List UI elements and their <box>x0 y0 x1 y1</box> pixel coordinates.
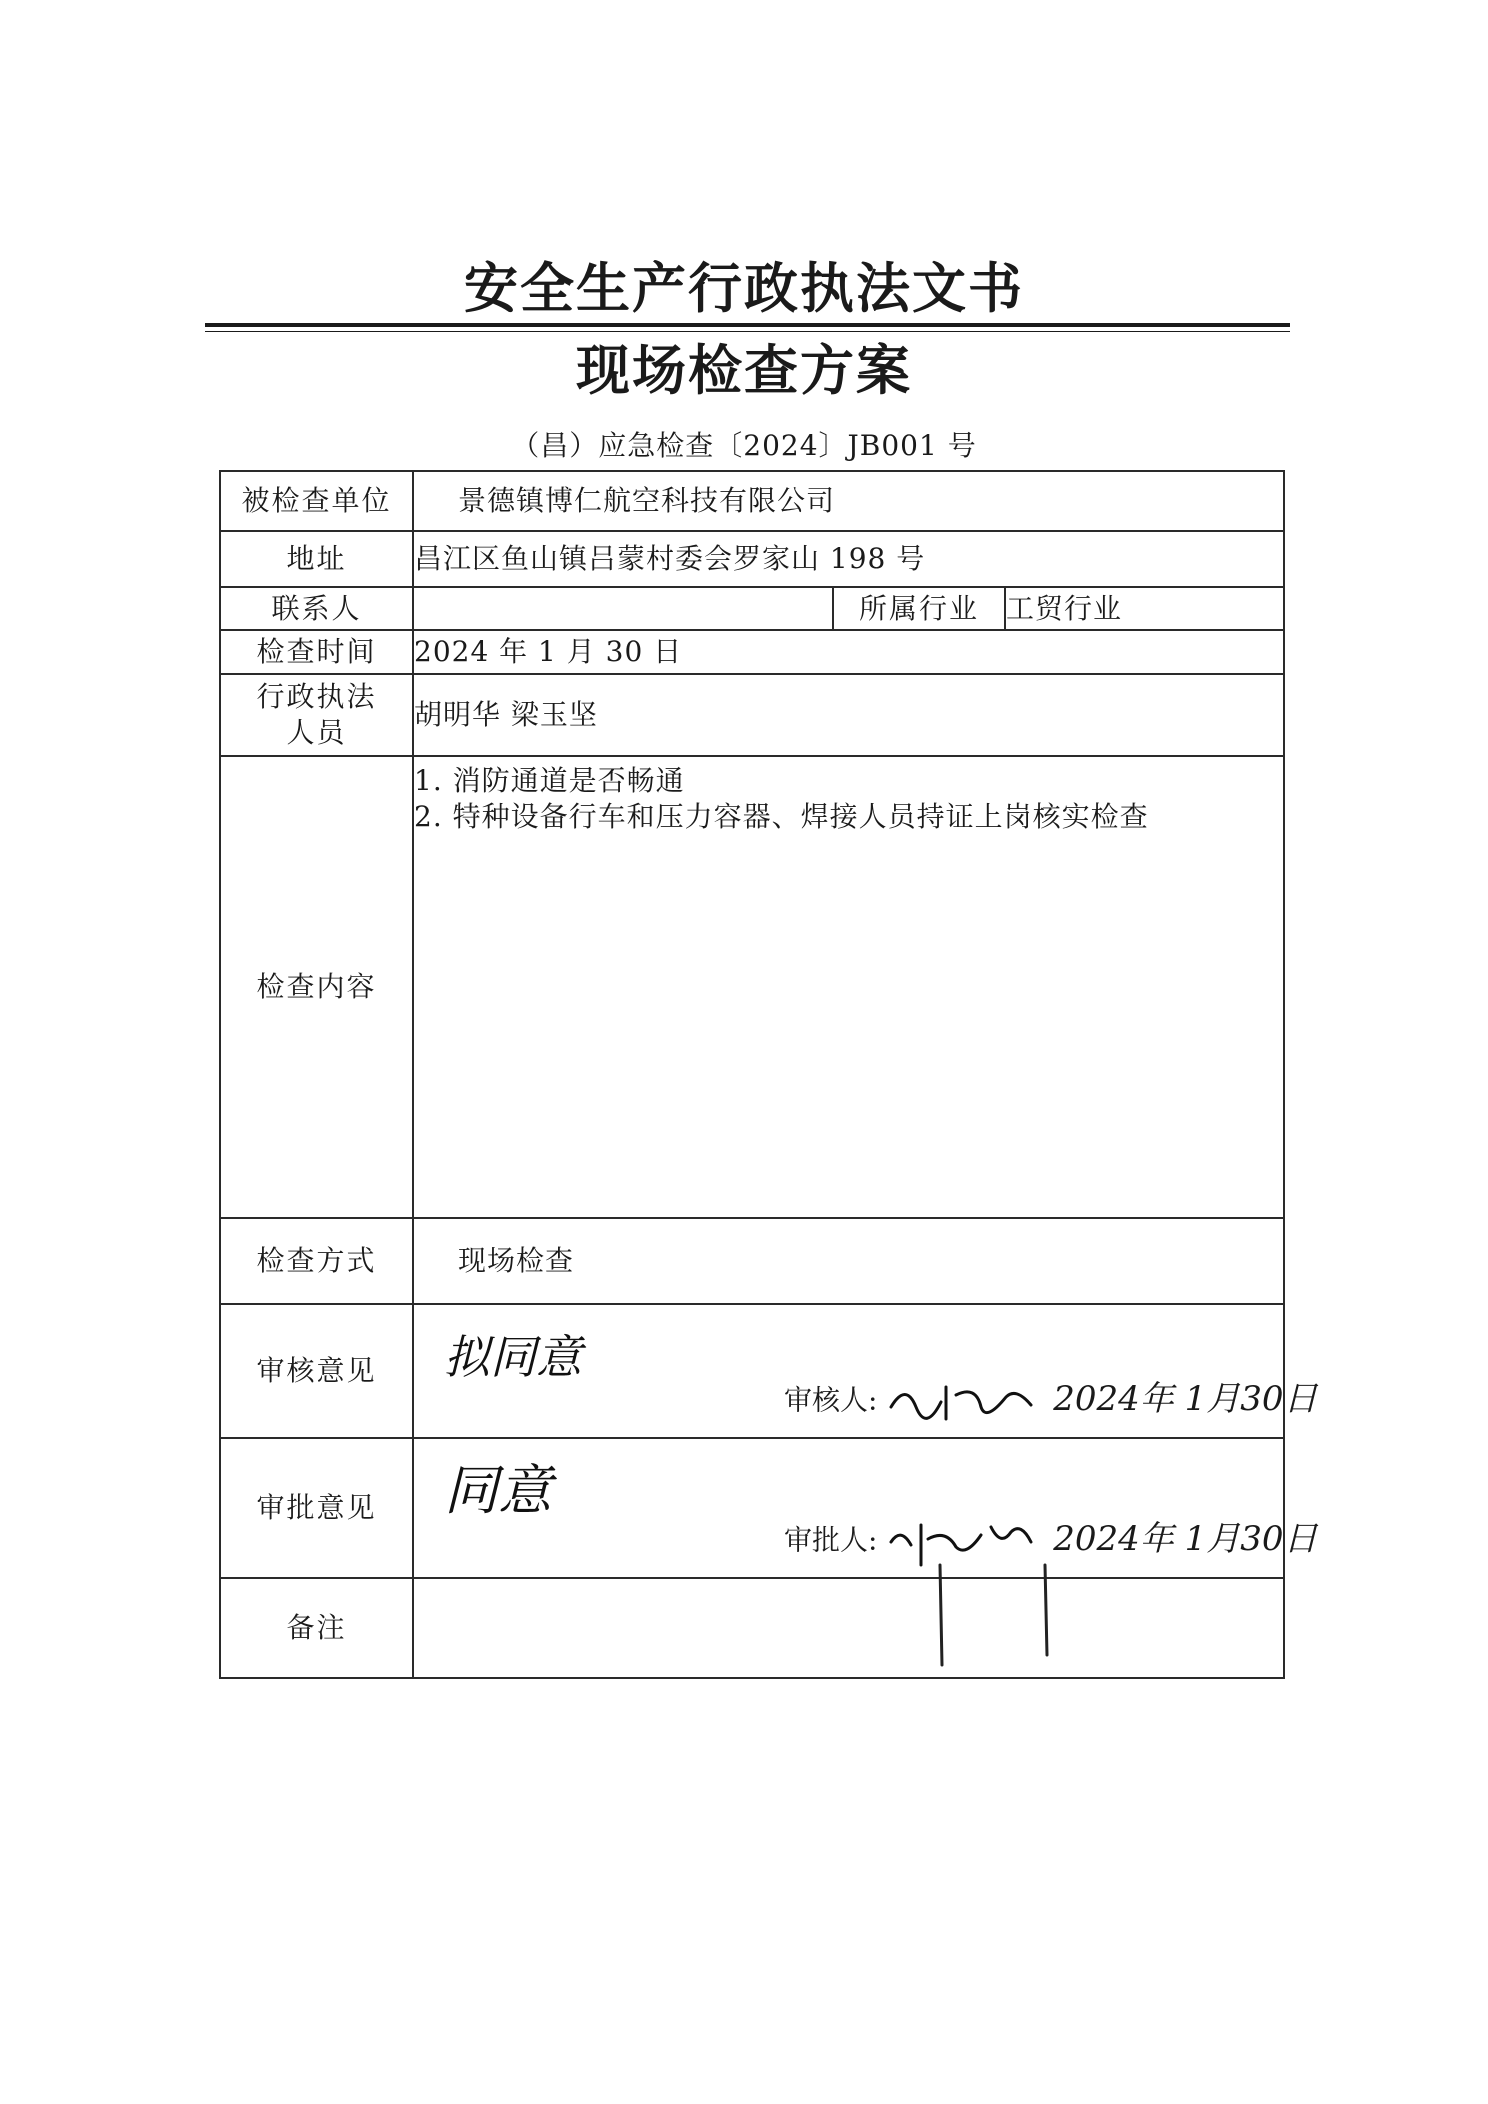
approval-label: 审批意见 <box>220 1438 413 1578</box>
content-item: 1. 消防通道是否畅通 <box>414 764 685 797</box>
row-inspection-content <box>220 756 1284 1218</box>
content-item: 2. 特种设备行车和压力容器、焊接人员持证上岗核实检查 <box>414 800 1149 833</box>
row-address <box>220 531 1284 587</box>
row-inspected-unit <box>220 471 1284 531</box>
industry-label: 所属行业 <box>833 587 1005 630</box>
remarks-value <box>413 1578 1284 1678</box>
title-divider-thick <box>205 323 1290 327</box>
inspection-content-value <box>413 756 1284 1218</box>
approval-date: 2024年 1月30日 <box>1053 1518 1318 1559</box>
inspected-unit-value: 景德镇博仁航空科技有限公司 <box>413 471 1284 531</box>
approver-label: 审批人: <box>784 1523 878 1557</box>
title-divider-thin <box>205 331 1290 332</box>
document-subtitle: 现场检查方案 <box>576 338 912 402</box>
address-label: 地址 <box>220 531 413 587</box>
officers-label <box>220 674 413 756</box>
address-value: 昌江区鱼山镇吕蒙村委会罗家山 198 号 <box>413 531 1284 587</box>
inspection-method-value: 现场检查 <box>413 1218 1284 1304</box>
inspection-content-label: 检查内容 <box>220 756 413 1218</box>
officers-label-line2: 人员 <box>286 716 347 749</box>
review-opinion-handwritten: 拟同意 <box>444 1330 582 1384</box>
officers-label-line1: 行政执法 <box>256 680 377 713</box>
reviewer-line <box>784 1377 1317 1427</box>
review-cell <box>413 1304 1318 1438</box>
row-officers <box>220 674 1284 756</box>
document-title: 安全生产行政执法文书 <box>464 256 1024 320</box>
inspection-time-value: 2024 年 1 月 30 日 <box>413 630 1284 674</box>
row-inspection-method <box>220 1218 1284 1304</box>
row-approval <box>220 1438 1284 1578</box>
reviewer-label: 审核人: <box>784 1383 878 1417</box>
contact-value <box>413 587 833 630</box>
review-date: 2024年 1月30日 <box>1053 1378 1318 1419</box>
approval-cell <box>413 1438 1318 1578</box>
approver-line <box>784 1517 1317 1567</box>
inspected-unit-label: 被检查单位 <box>220 471 413 531</box>
row-contact <box>220 587 1284 630</box>
review-label: 审核意见 <box>220 1304 413 1438</box>
inspection-method-label: 检查方式 <box>220 1218 413 1304</box>
row-remarks <box>220 1578 1284 1678</box>
reviewer-signature <box>886 1377 1036 1427</box>
remarks-label: 备注 <box>220 1578 413 1678</box>
officers-value: 胡明华 梁玉坚 <box>413 674 1284 756</box>
row-inspection-time <box>220 630 1284 674</box>
approval-opinion-handwritten: 同意 <box>444 1459 552 1522</box>
approver-signature <box>886 1517 1036 1567</box>
inspection-form <box>219 470 1318 1679</box>
industry-value: 工贸行业 <box>1005 587 1284 630</box>
contact-label: 联系人 <box>220 587 413 630</box>
row-review <box>220 1304 1284 1438</box>
inspection-time-label: 检查时间 <box>220 630 413 674</box>
document-number: （昌）应急检查〔2024〕JB001 号 <box>511 429 977 462</box>
